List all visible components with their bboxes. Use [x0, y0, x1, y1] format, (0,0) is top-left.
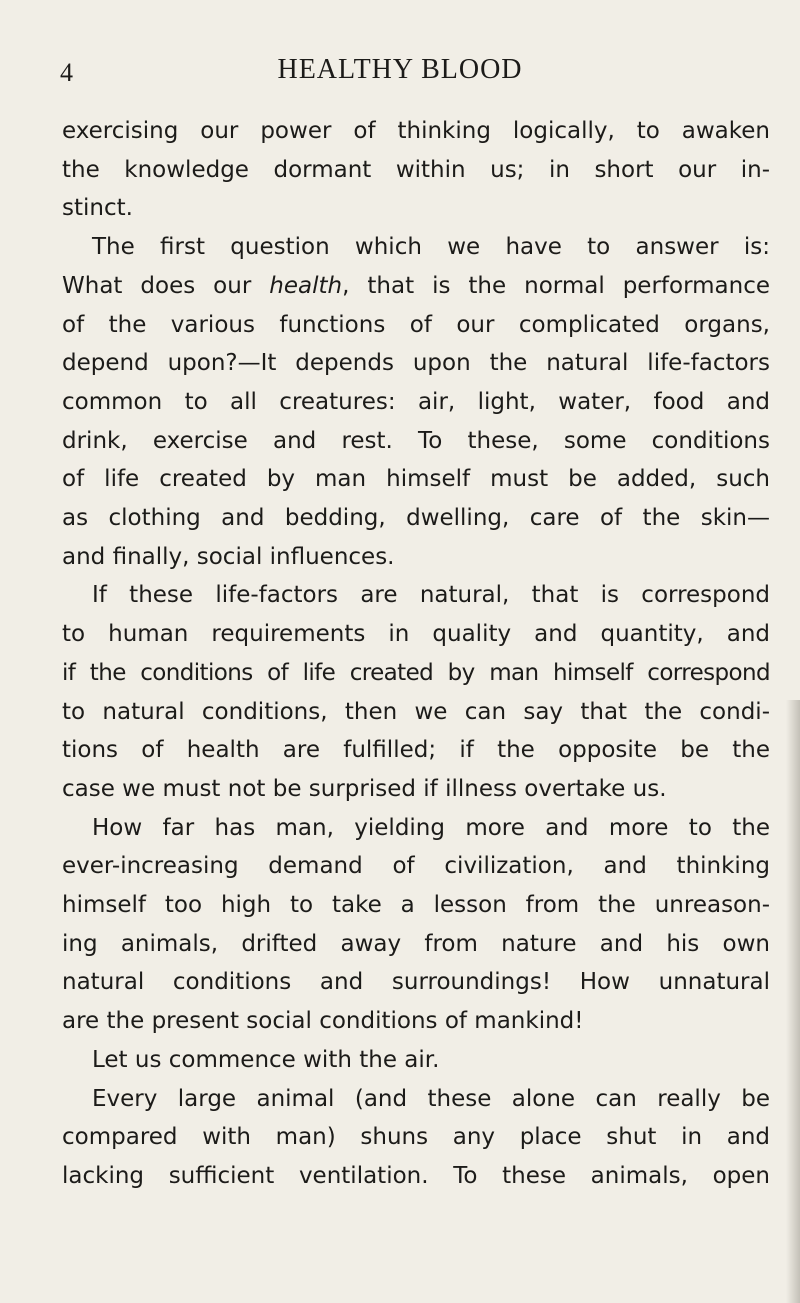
text-line: How far has man, yielding more and more to the [92, 814, 770, 841]
text-segment: What does our [62, 272, 270, 299]
text-line: Let us commence with the air. [92, 1046, 440, 1073]
text-line: Every large animal (and these alone can really be [92, 1085, 770, 1112]
page-number: 4 [60, 58, 73, 87]
body-text [62, 112, 770, 1196]
emphasis-word: health [269, 272, 343, 299]
text-line: If these life-factors are natural, that is correspond [92, 582, 770, 609]
text-line: if the conditions of life created by man himself correspond [62, 659, 770, 686]
text-line: compared with man) shuns any place shut in and [62, 1124, 770, 1151]
text-line: tions of health are fulfilled; if the opposite be the [62, 737, 770, 764]
text-line: to human requirements in quality and quantity, and [62, 621, 770, 648]
text-line [62, 267, 770, 306]
text-line: of the various functions of our complicated organs, [62, 311, 770, 338]
text-line: common to all creatures: air, light, water, food and [62, 388, 770, 415]
text-line: to natural conditions, then we can say that the condi- [62, 698, 770, 725]
text-line: The first question which we have to answer is: [92, 234, 770, 261]
text-line: as clothing and bedding, dwelling, care of the skin— [62, 505, 770, 532]
text-line: the knowledge dormant within us; in short our in- [62, 156, 770, 183]
text-line: and finally, social influences. [62, 543, 395, 570]
page-edge-shadow [786, 700, 800, 1303]
text-line: stinct. [62, 195, 133, 222]
text-segment: , that is the normal performance [342, 272, 770, 299]
text-line: natural conditions and surroundings! How unnatural [62, 969, 770, 996]
text-line: are the present social conditions of mankind! [62, 1008, 584, 1035]
text-line: lacking sufficient ventilation. To these animals, open [62, 1162, 770, 1189]
text-line: ever-increasing demand of civilization, and thinking [62, 853, 770, 880]
text-line: drink, exercise and rest. To these, some conditions [62, 427, 770, 454]
text-line: ing animals, drifted away from nature and his own [62, 930, 770, 957]
text-line: depend upon?—It depends upon the natural life-factors [62, 350, 770, 377]
text-line: himself too high to take a lesson from the unreason- [62, 892, 770, 919]
running-head: HEALTHY BLOOD [277, 54, 523, 85]
text-line: of life created by man himself must be added, such [62, 466, 770, 493]
text-line: exercising our power of thinking logically, to awaken [62, 118, 770, 144]
text-line: case we must not be surprised if illness overtake us. [62, 775, 667, 802]
